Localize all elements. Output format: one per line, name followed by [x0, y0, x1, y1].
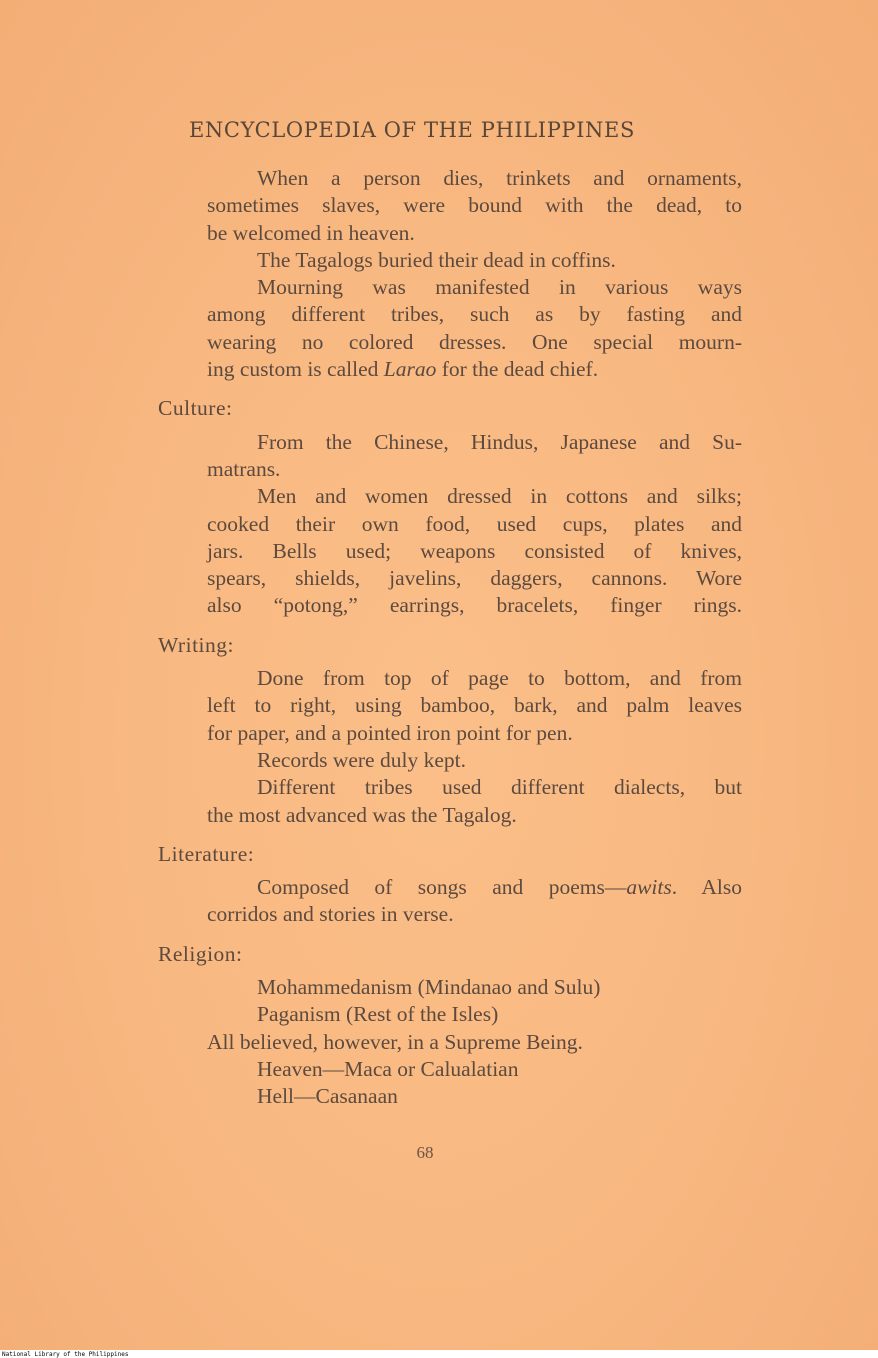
text-line: Men and women dressed in cottons and silks;	[257, 484, 742, 509]
text-line: spears, shields, javelins, daggers, cannons. Wore	[207, 566, 742, 591]
paragraph-mourning	[158, 274, 748, 383]
paragraph-coffins	[158, 247, 748, 274]
text-line: for paper, and a pointed iron point for pen.	[207, 720, 573, 745]
page-number: 68	[416, 1143, 434, 1162]
page-body	[158, 165, 748, 1111]
text-line: corridos and stories in verse.	[207, 902, 454, 927]
paragraph-culture-origins	[158, 429, 748, 484]
italic-term-awits: awits	[626, 875, 672, 900]
text-run: for the dead chief.	[436, 357, 599, 382]
text-line: Records were duly kept.	[257, 747, 466, 772]
paragraph-writing-method	[158, 665, 748, 747]
text-line: All believed, however, in a Supreme Being.	[207, 1029, 583, 1054]
paragraph-writing-records	[158, 747, 748, 774]
text-run: ing custom is called	[207, 357, 384, 382]
text-run: . Also	[671, 875, 743, 900]
text-line: cooked their own food, used cups, plates and	[207, 511, 742, 536]
text-line: From the Chinese, Hindus, Japanese and Su-	[257, 429, 742, 454]
text-line: Paganism (Rest of the Isles)	[257, 1002, 499, 1027]
italic-term-larao: Larao	[383, 357, 437, 382]
text-line: be welcomed in heaven.	[207, 220, 415, 245]
text-line: the most advanced was the Tagalog.	[207, 802, 517, 827]
paragraph-writing-dialects	[158, 774, 748, 829]
text-line	[158, 874, 742, 901]
text-line: Heaven—Maca or Calualatian	[257, 1056, 519, 1081]
text-line	[158, 356, 748, 383]
text-line: Hell—Casanaan	[257, 1084, 398, 1109]
text-line: Done from top of page to bottom, and from	[257, 666, 742, 691]
text-line: sometimes slaves, were bound with the dead, to	[207, 193, 742, 218]
paragraph-burial-trinkets	[158, 165, 748, 247]
text-line: among different tribes, such as by fasting and	[207, 302, 742, 327]
text-line: jars. Bells used; weapons consisted of knives,	[207, 538, 742, 563]
section-heading-religion: Religion:	[158, 941, 243, 966]
religion-list	[158, 974, 748, 1110]
text-line: wearing no colored dresses. One special mourn-	[207, 329, 742, 354]
text-run: Composed of songs and poems—	[257, 875, 627, 900]
section-heading-literature: Literature:	[158, 841, 255, 866]
text-line: matrans.	[207, 456, 281, 481]
section-heading-culture: Culture:	[158, 396, 233, 421]
running-header: ENCYCLOPEDIA OF THE PHILIPPINES	[189, 118, 635, 142]
paragraph-culture-dress	[158, 483, 748, 619]
text-line: When a person dies, trinkets and ornaments,	[257, 166, 742, 190]
text-line: Different tribes used different dialects, but	[257, 775, 742, 800]
section-heading-writing: Writing:	[158, 632, 234, 657]
paragraph-literature	[158, 874, 748, 929]
text-line: also “potong,” earrings, bracelets, finger rings.	[207, 593, 742, 618]
library-credit: National Library of the Philippines	[2, 1351, 129, 1358]
text-line: The Tagalogs buried their dead in coffins.	[257, 247, 616, 272]
text-line: Mourning was manifested in various ways	[257, 275, 742, 300]
text-line: Mohammedanism (Mindanao and Sulu)	[257, 975, 601, 1000]
text-line: left to right, using bamboo, bark, and palm leaves	[207, 693, 742, 718]
